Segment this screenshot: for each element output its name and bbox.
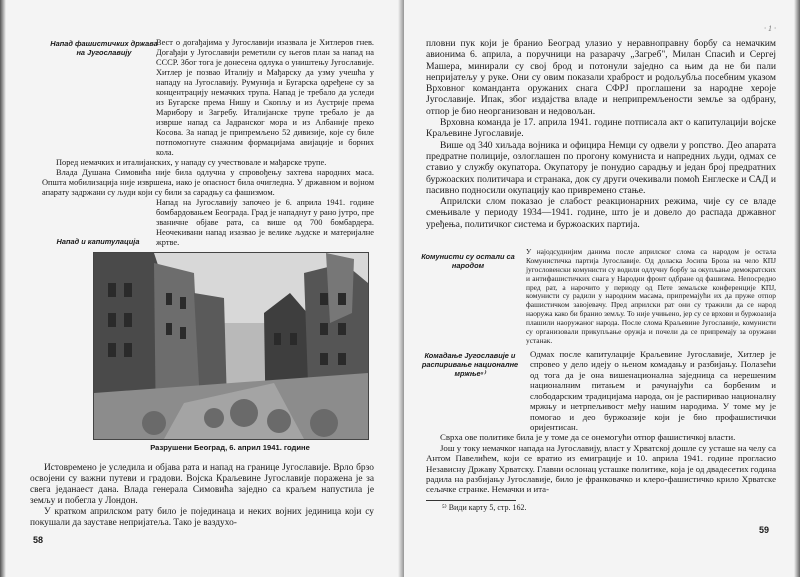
page-edge-shadow — [794, 0, 800, 577]
margin-note-dismemberment: Комадање Југославије и распиривање националне мржње⁵⁾ — [421, 351, 519, 378]
paragraph: Поред немачких и италијанских, у нападу су учествовале и мађарске трупе. — [56, 157, 327, 167]
footnote: ⁵⁾ Види карту 5, стр. 162. — [442, 503, 527, 512]
paragraph: Истовремено је уследила и објава рата и напад на границе Југославије. Врло брзо освојени су важни путеви и градови. Војска Краљевине Југославије поражена је за свега једанаест дана. Влада генерала Симовића заједно са краљем напустила је земљу и побегла у Лондон. — [30, 463, 374, 507]
paragraph: Одмах после капитулације Краљевине Југославије, Хитлер је спровео у дело идеју о њеном комадању и разбијању. Полазећи од тога да је она вишенационална заједница са нерешеним националним питањем и рачунајући са борбеним и слободарским традицијама народа, он је распиривао националну мржњу и нетрпељивост међу нашим народима. У томе му је помогао и део буржоазије који је био профашистички оријентисан. — [530, 349, 776, 432]
right-text-middle — [426, 248, 776, 346]
right-text-bottom — [426, 349, 776, 495]
page-number-left: 58 — [33, 535, 44, 545]
paragraph: У најодсуднијим данима после априлског слома са народом је остала Комунистичка партија Југославије. Од доласка Јосипа Броза на чело КПЈ југословенски комунисти су водили одлучну борбу за окупљање демократских и антифашистичких снага у Народни фронт одбране од фашизма. Непосредно пред рат, а нарочито у периоду од Пете земаљске конференције КПЈ, комунисти су радили у народним масама, припремајући их да пруже отпор фашистичком завојевачу. Пред априлски рат они су тражили да се народ наоружа како би бранио земљу. То није учињено, јер су се врхови и буржоазија плашили наоружаног народа. После слома Краљевине Југославије, комунисти су организовали прикупљање оружја и почели да се припремају за оружани устанак. — [526, 247, 776, 345]
paragraph: Још у току немачког напада на Југославију, власт у Хрватској дошле су усташе на челу са Антом Павелићем, који се вратио из емиграције и 10. априла 1941. године прогласио Независну Државу Хрватску. Главни ослонац усташке политике, која је од двадесетих година радила на разбијању Југославије, било је франковачко и клеро-фашистичко крило Хрватске сељачке странке. Немачки и ита- — [426, 442, 776, 495]
margin-note-attack-capitulation: Напад и капитулација — [56, 237, 140, 246]
photo-ruined-belgrade — [93, 252, 369, 440]
right-page — [404, 0, 800, 577]
footnote-rule — [426, 500, 516, 501]
margin-note-communists: Комунисти су остали са народом — [421, 252, 515, 270]
paragraph: пловни пук који је бранио Београд улазио у неравноправну борбу са немачким авионима 6. априла, а поручници на разарачу „Загреб", Милан Спасић и Сергеј Машера, минирали су свој брод и потонули заједно са њим да не би пали непријатељу у руке. Они су овим показали храброст и родољубља посебним указом Врховног команданта оружаних снага СФРЈ проглашени за народне хероје Југославије. Ипак, због издајства владе и неприпремљености земље за одбрану, отпор је био неорганизован и недовољан. — [426, 38, 776, 117]
page-number-right: 59 — [759, 525, 770, 535]
paragraph: Напад на Југославију започео је 6. априла 1941. године бомбардовањем Београда. Град је нападнут у рано јутро, пре званичне објаве рата, са више од 700 бомбардера. Неочекивани напад изазвао је велике људске и материјалне жртве. — [156, 197, 374, 247]
left-text-top — [42, 38, 374, 248]
corner-mark: · 1 · — [764, 24, 776, 33]
ruins-illustration — [94, 253, 368, 439]
right-text-top — [426, 38, 776, 230]
paragraph: У кратком априлском рату било је појединаца и неких војних јединица који су покушали да зауставе непријатеља. Тако је ваздухо- — [30, 507, 374, 529]
page-edge-shadow — [0, 0, 6, 577]
paragraph: Врховна команда је 17. априла 1941. године потписала акт о капитулацији војске Краљевине Југославије. — [426, 117, 776, 140]
paragraph: Влада Душана Симовића није била одлучна у спровођењу захтева народних маса. Општа мобилизација није извршена, иако је опасност била очигледна. У државном и војном апарату задржани су људи који су били за сарадњу са фашизмом. — [42, 167, 374, 197]
left-text-bottom — [30, 463, 374, 529]
photo-caption: Разрушени Београд, 6. април 1941. године — [150, 443, 310, 452]
paragraph: Априлски слом показао је слабост реакционарних режима, чије су се владе смењивале у периоду 1934—1941. године, што је и довело до распада државног уређења, политичког система и буржоаских партија. — [426, 196, 776, 230]
paragraph: Вест о догађајима у Југославији изазвала је Хитлеров гнев. Догађаји у Југославији реметили су његов план за напад на СССР. Због тога је донесена одлука о уништењу Југославије. Хитлер је позвао Италију и Мађарску да узму учешћа у нападу на Југославију. Румунија и Бугарска одређене су за концентрацију немачких трупа. Напад је требало да уследи из Бугарске према Нишу и Скопљу и из Аустрије према Марибору и Загребу. Италијанске трупе требало је да изврше напад са Јадранског мора и из Албаније преко Косова. За напад је припремљено 52 дивизије, које су биле потпомогнуте снажним формацијама авијације и борних кола. — [156, 38, 374, 157]
margin-note-fascist-attack: Напад фашистичких држава на Југославију — [50, 39, 158, 57]
paragraph: Више од 340 хиљада војника и официра Немци су одвели у ропство. Део апарата предратне полиције, озлоглашен по прогону комуниста и напредних људи, одмах се ставио у службу окупатора. Окупатору је понудио сарадњу и један број предратних буржоаских политичара и странака, док су други очекивали помоћ Енглеске и САД и пасивно подносили окупацију као привремено стање. — [426, 139, 776, 196]
paragraph: Сврха ове политике била је у томе да се онемогући отпор фашистичкој власти. — [440, 432, 736, 443]
